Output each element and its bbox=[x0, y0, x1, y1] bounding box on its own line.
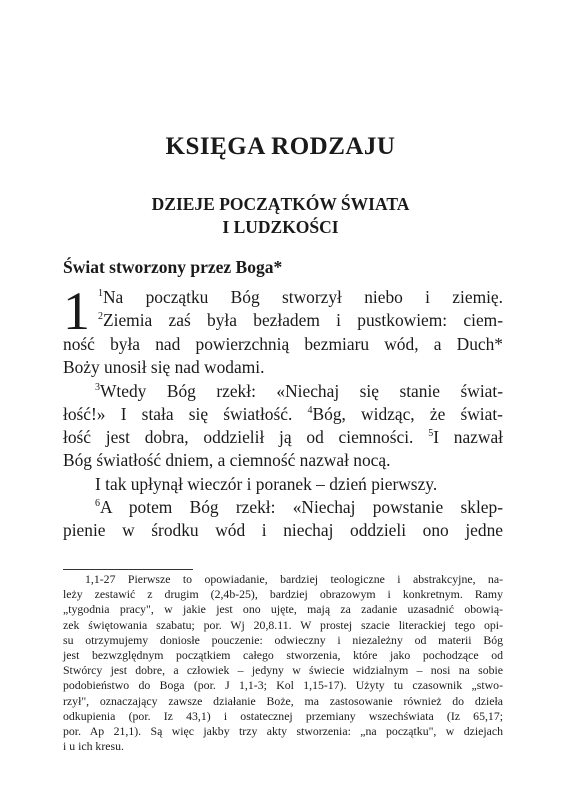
chapter-number: 1 bbox=[63, 281, 90, 341]
section-title bbox=[0, 193, 561, 239]
footnote-line: podobieństwo do Boga (por. J 1,1-3; Kol 1,15-17). Użyty tu czasownik „stwo- bbox=[63, 678, 503, 693]
text-line: Bóg światłość dniem, a ciemność nazwał nocą. bbox=[63, 450, 391, 471]
footnote-line: su otrzymujemy doniosłe pouczenie: odwieczny i niezależny od materii Bóg bbox=[63, 632, 503, 647]
book-title: KSIĘGA RODZAJU bbox=[165, 133, 396, 160]
text-line: pienie w środku wód i niechaj oddzieli ono jedne bbox=[63, 520, 503, 541]
verse-number: 2 bbox=[98, 311, 103, 323]
footnote-line: 1,1-27 Pierwsze to opowiadanie, bardziej teologiczne i abstrakcyjne, na- bbox=[85, 572, 503, 586]
footnote-line: zek świętowania szabatu; por. Wj 20,8.11. W prostej szacie literackiej tego opi- bbox=[63, 617, 503, 632]
footnote-line: por. Ap 21,1). Są więc jakby trzy akty stworzenia: „na początku", w dziejach bbox=[63, 723, 503, 738]
section-title-line-2: I LUDZKOŚCI bbox=[222, 217, 339, 237]
text-line: $^3$Wtedy Bóg rzekł: «Niechaj się stanie świat- bbox=[95, 380, 503, 401]
verse-number: 6 bbox=[95, 498, 100, 510]
text-line: ność była nad powierzchnią bezmiaru wód, a Duch* bbox=[63, 334, 503, 354]
verse-number: 1 bbox=[98, 288, 103, 299]
footnote-line: odkupienia (por. Iz 43,1) i ostatecznej przemiany wszechświata (Iz 65,17; bbox=[63, 708, 503, 723]
body-text bbox=[63, 281, 503, 543]
text-line: łość jest dobra, oddzielił ją od ciemności. $^5$I nazwał bbox=[63, 427, 503, 448]
text-line: $^2$Ziemia zaś była bezładem i pustkowiem: ciem- bbox=[98, 310, 503, 331]
footnote-line: „tygodnia pracy", w jakie jest ono ujęte, mają za zadanie uzasadnić obowią- bbox=[63, 602, 503, 617]
text-line: Boży unosił się nad wodami. bbox=[63, 357, 265, 378]
verse-number: 4 bbox=[307, 404, 313, 416]
verse-number: 5 bbox=[428, 428, 434, 440]
pericope-heading: Świat stworzony przez Boga* bbox=[63, 257, 283, 277]
footnote bbox=[63, 572, 503, 754]
footnote-line: Stwórcy jest dobre, a człowiek – jedyny w świecie widzialnym – nosi na sobie bbox=[63, 663, 503, 678]
footnote-line: rzył", oznaczający zawsze działanie Boże, ma zastosowanie również do dzieła bbox=[63, 693, 503, 708]
section-title-line-1: DZIEJE POCZĄTKÓW ŚWIATA bbox=[151, 194, 410, 214]
text-line: $^1$Na początku Bóg stworzył niebo i ziemię. bbox=[98, 287, 503, 307]
footnote-divider bbox=[63, 569, 193, 570]
text-line: łość!» I stała się światłość. $^4$Bóg, widząc, że świat- bbox=[63, 403, 503, 424]
verse-number: 3 bbox=[95, 381, 100, 393]
footnote-line: jest bezwzględnym początkiem całego stworzenia, które jako pochodzące od bbox=[63, 647, 503, 662]
footnote-line: leży zestawić z drugim (2,4b-25), bardziej obrazowym i konkretnym. Ramy bbox=[63, 587, 503, 602]
footnote-line: i u ich kresu. bbox=[63, 739, 124, 754]
text-line: I tak upłynął wieczór i poranek – dzień pierwszy. bbox=[95, 473, 438, 494]
text-line: $^6$A potem Bóg rzekł: «Niechaj powstanie sklep- bbox=[95, 497, 503, 518]
